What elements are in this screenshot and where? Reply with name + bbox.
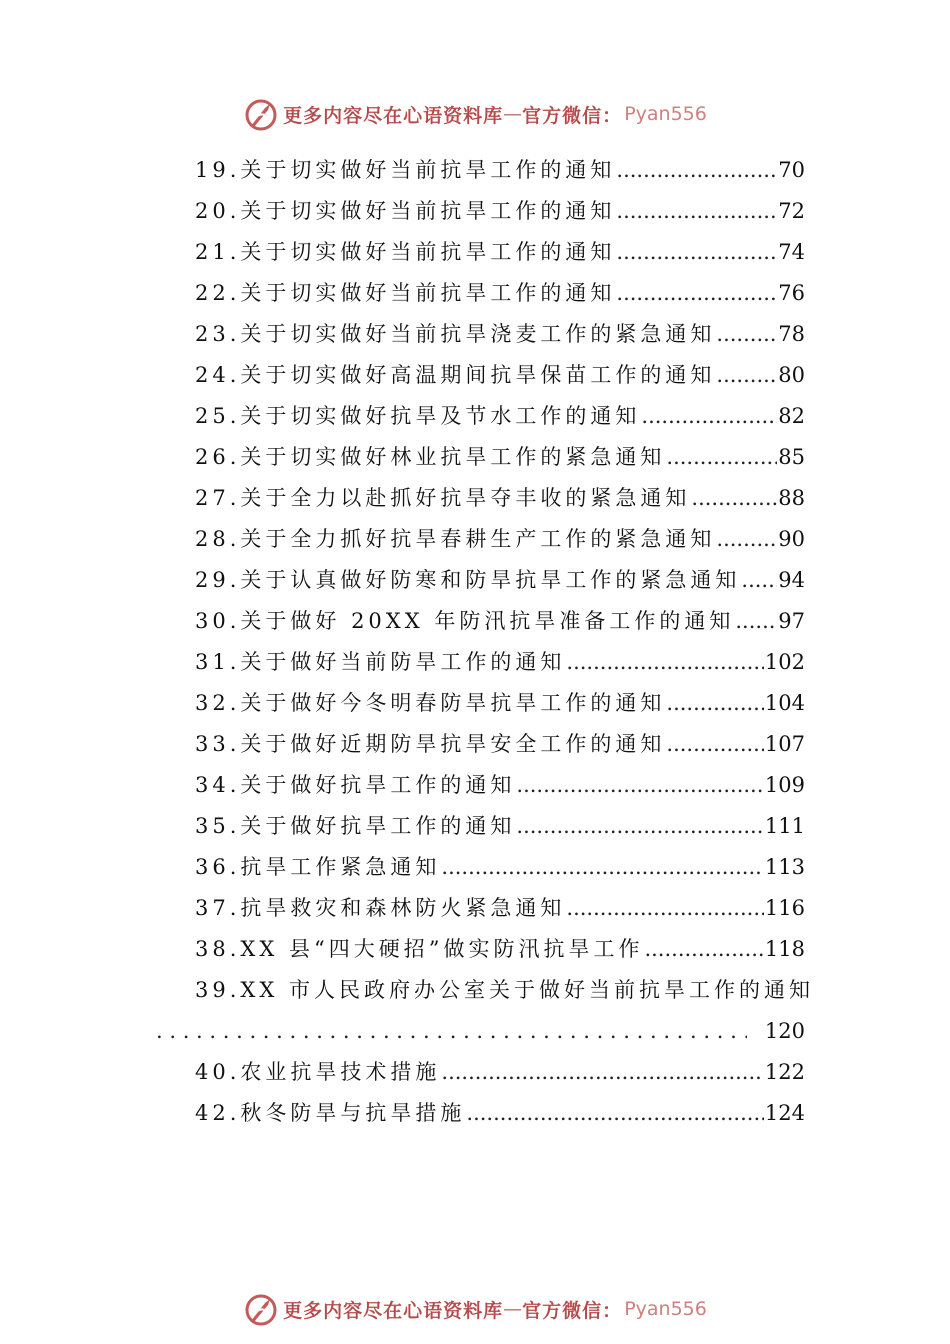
toc-entry[interactable] (195, 396, 805, 436)
toc-entry[interactable] (195, 232, 805, 272)
fountain-pen-logo-icon (243, 1291, 279, 1327)
toc-dot-leader (616, 150, 777, 190)
toc-dot-leader (566, 642, 764, 682)
toc-dot-leader (616, 191, 777, 231)
toc-entry[interactable] (195, 478, 805, 518)
toc-dot-leader (666, 724, 764, 764)
toc-entry-page: 124 (764, 1101, 805, 1125)
toc-entry-page: 85 (778, 445, 805, 469)
toc-entry-title: 30.关于做好 20XX 年防汛抗旱准备工作的通知 (195, 609, 735, 633)
toc-entry-page: 118 (764, 937, 805, 961)
banner-text: 更多内容尽在心语资料库 (283, 104, 504, 127)
toc-dot-leader (644, 929, 763, 969)
toc-entry-page: 80 (778, 363, 805, 387)
toc-dot-leader (466, 1093, 764, 1133)
toc-entry-page: 109 (764, 773, 805, 797)
toc-entry-page: 116 (764, 896, 805, 920)
toc-entry[interactable] (195, 191, 805, 231)
banner-separator: — (503, 1298, 523, 1320)
toc-entry-page: 74 (778, 240, 805, 264)
toc-entry[interactable] (195, 888, 805, 928)
toc-entry-title: 31.关于做好当前防旱工作的通知 (195, 650, 566, 674)
toc-entry[interactable] (195, 355, 805, 395)
toc-entry-title: 28.关于全力抓好抗旱春耕生产工作的紧急通知 (195, 527, 716, 551)
toc-dot-leader (441, 847, 764, 887)
banner-wechat-id: Pyan556 (624, 103, 707, 125)
header-banner (0, 94, 950, 134)
toc-entry[interactable] (195, 601, 805, 641)
toc-entry-title: 32.关于做好今冬明春防旱抗旱工作的通知 (195, 691, 666, 715)
toc-entry-page: 111 (764, 814, 805, 838)
toc-entry-title: 27.关于全力以赴抓好抗旱夺丰收的紧急通知 (195, 486, 691, 510)
banner-wechat-label: 官方微信： (522, 1299, 623, 1322)
toc-dot-leader (666, 437, 777, 477)
toc-entry-wrapped[interactable] (195, 970, 814, 1010)
toc-entry[interactable] (195, 1052, 805, 1092)
toc-entry-title: 22.关于切实做好当前抗旱工作的通知 (195, 281, 616, 305)
toc-dot-leader (566, 888, 764, 928)
toc-entry[interactable] (195, 314, 805, 354)
toc-entry[interactable] (195, 437, 805, 477)
fountain-pen-logo-icon (243, 96, 279, 132)
toc-entry-continuation[interactable] (155, 1011, 805, 1051)
toc-entry[interactable] (195, 724, 805, 764)
toc-entry-title: 24.关于切实做好高温期间抗旱保苗工作的通知 (195, 363, 716, 387)
toc-dot-leader (441, 1052, 764, 1092)
toc-entry-page: 76 (778, 281, 805, 305)
toc-entry-title: 34.关于做好抗旱工作的通知 (195, 773, 516, 797)
toc-entry[interactable] (195, 273, 805, 313)
footer-banner (0, 1289, 950, 1329)
toc-entry-title: 20.关于切实做好当前抗旱工作的通知 (195, 199, 616, 223)
toc-entry[interactable] (195, 929, 805, 969)
toc-dot-leader (616, 232, 777, 272)
toc-entry-title: 23.关于切实做好当前抗旱浇麦工作的紧急通知 (195, 322, 716, 346)
toc-entry[interactable] (195, 150, 805, 190)
toc-entry-page: 104 (764, 691, 805, 715)
toc-dot-leader (156, 1011, 747, 1051)
toc-entry-page: 90 (778, 527, 805, 551)
banner-text: 更多内容尽在心语资料库 (283, 1299, 504, 1322)
toc-dot-leader (716, 519, 777, 559)
toc-entry-page: 88 (778, 486, 805, 510)
banner-wechat-label: 官方微信： (522, 104, 623, 127)
toc-entry-title: 40.农业抗旱技术措施 (195, 1060, 441, 1084)
toc-entry-page: 113 (764, 855, 805, 879)
toc-entry-page: 97 (778, 609, 805, 633)
toc-dot-leader (735, 601, 777, 641)
toc-entry-title: 39.XX 市人民政府办公室关于做好当前抗旱工作的通知 (195, 978, 814, 1002)
toc-entry-page: 82 (778, 404, 805, 428)
toc-entry[interactable] (195, 847, 805, 887)
toc-entry[interactable] (195, 642, 805, 682)
toc-entry-title: 25.关于切实做好抗旱及节水工作的通知 (195, 404, 641, 428)
toc-entry-title: 35.关于做好抗旱工作的通知 (195, 814, 516, 838)
toc-dot-leader (616, 273, 777, 313)
toc-entry-title: 33.关于做好近期防旱抗旱安全工作的通知 (195, 732, 666, 756)
banner-wechat-id: Pyan556 (624, 1298, 707, 1320)
toc-entry-title: 29.关于认真做好防寒和防旱抗旱工作的紧急通知 (195, 568, 741, 592)
toc-entry[interactable] (195, 806, 805, 846)
toc-entry-page: 102 (764, 650, 805, 674)
toc-entry-page: 120 (764, 1019, 805, 1043)
toc-dot-leader (516, 765, 764, 805)
toc-entry-page: 107 (764, 732, 805, 756)
toc-dot-leader (641, 396, 777, 436)
banner-separator: — (503, 103, 523, 125)
toc-dot-leader (716, 314, 777, 354)
toc-entry-title: 36.抗旱工作紧急通知 (195, 855, 441, 879)
toc-entry-title: 42.秋冬防旱与抗旱措施 (195, 1101, 466, 1125)
toc-entry[interactable] (195, 560, 805, 600)
toc-entry-title: 38.XX 县“四大硬招”做实防汛抗旱工作 (195, 937, 644, 961)
toc-entry-page: 78 (778, 322, 805, 346)
toc-entry-page: 72 (778, 199, 805, 223)
toc-entry-page: 122 (764, 1060, 805, 1084)
toc-entry[interactable] (195, 519, 805, 559)
toc-entry-title: 19.关于切实做好当前抗旱工作的通知 (195, 158, 616, 182)
toc-entry[interactable] (195, 1093, 805, 1133)
toc-dot-leader (741, 560, 777, 600)
toc-dot-leader (691, 478, 777, 518)
toc-entry[interactable] (195, 683, 805, 723)
toc-dot-leader (666, 683, 764, 723)
toc-entry-page: 94 (778, 568, 805, 592)
toc-entry-title: 21.关于切实做好当前抗旱工作的通知 (195, 240, 616, 264)
toc-entry-title: 26.关于切实做好林业抗旱工作的紧急通知 (195, 445, 666, 469)
toc-dot-leader (716, 355, 777, 395)
toc-entry[interactable] (195, 765, 805, 805)
toc-dot-leader (516, 806, 764, 846)
toc-entry-page: 70 (778, 158, 805, 182)
toc-entry-title: 37.抗旱救灾和森林防火紧急通知 (195, 896, 566, 920)
